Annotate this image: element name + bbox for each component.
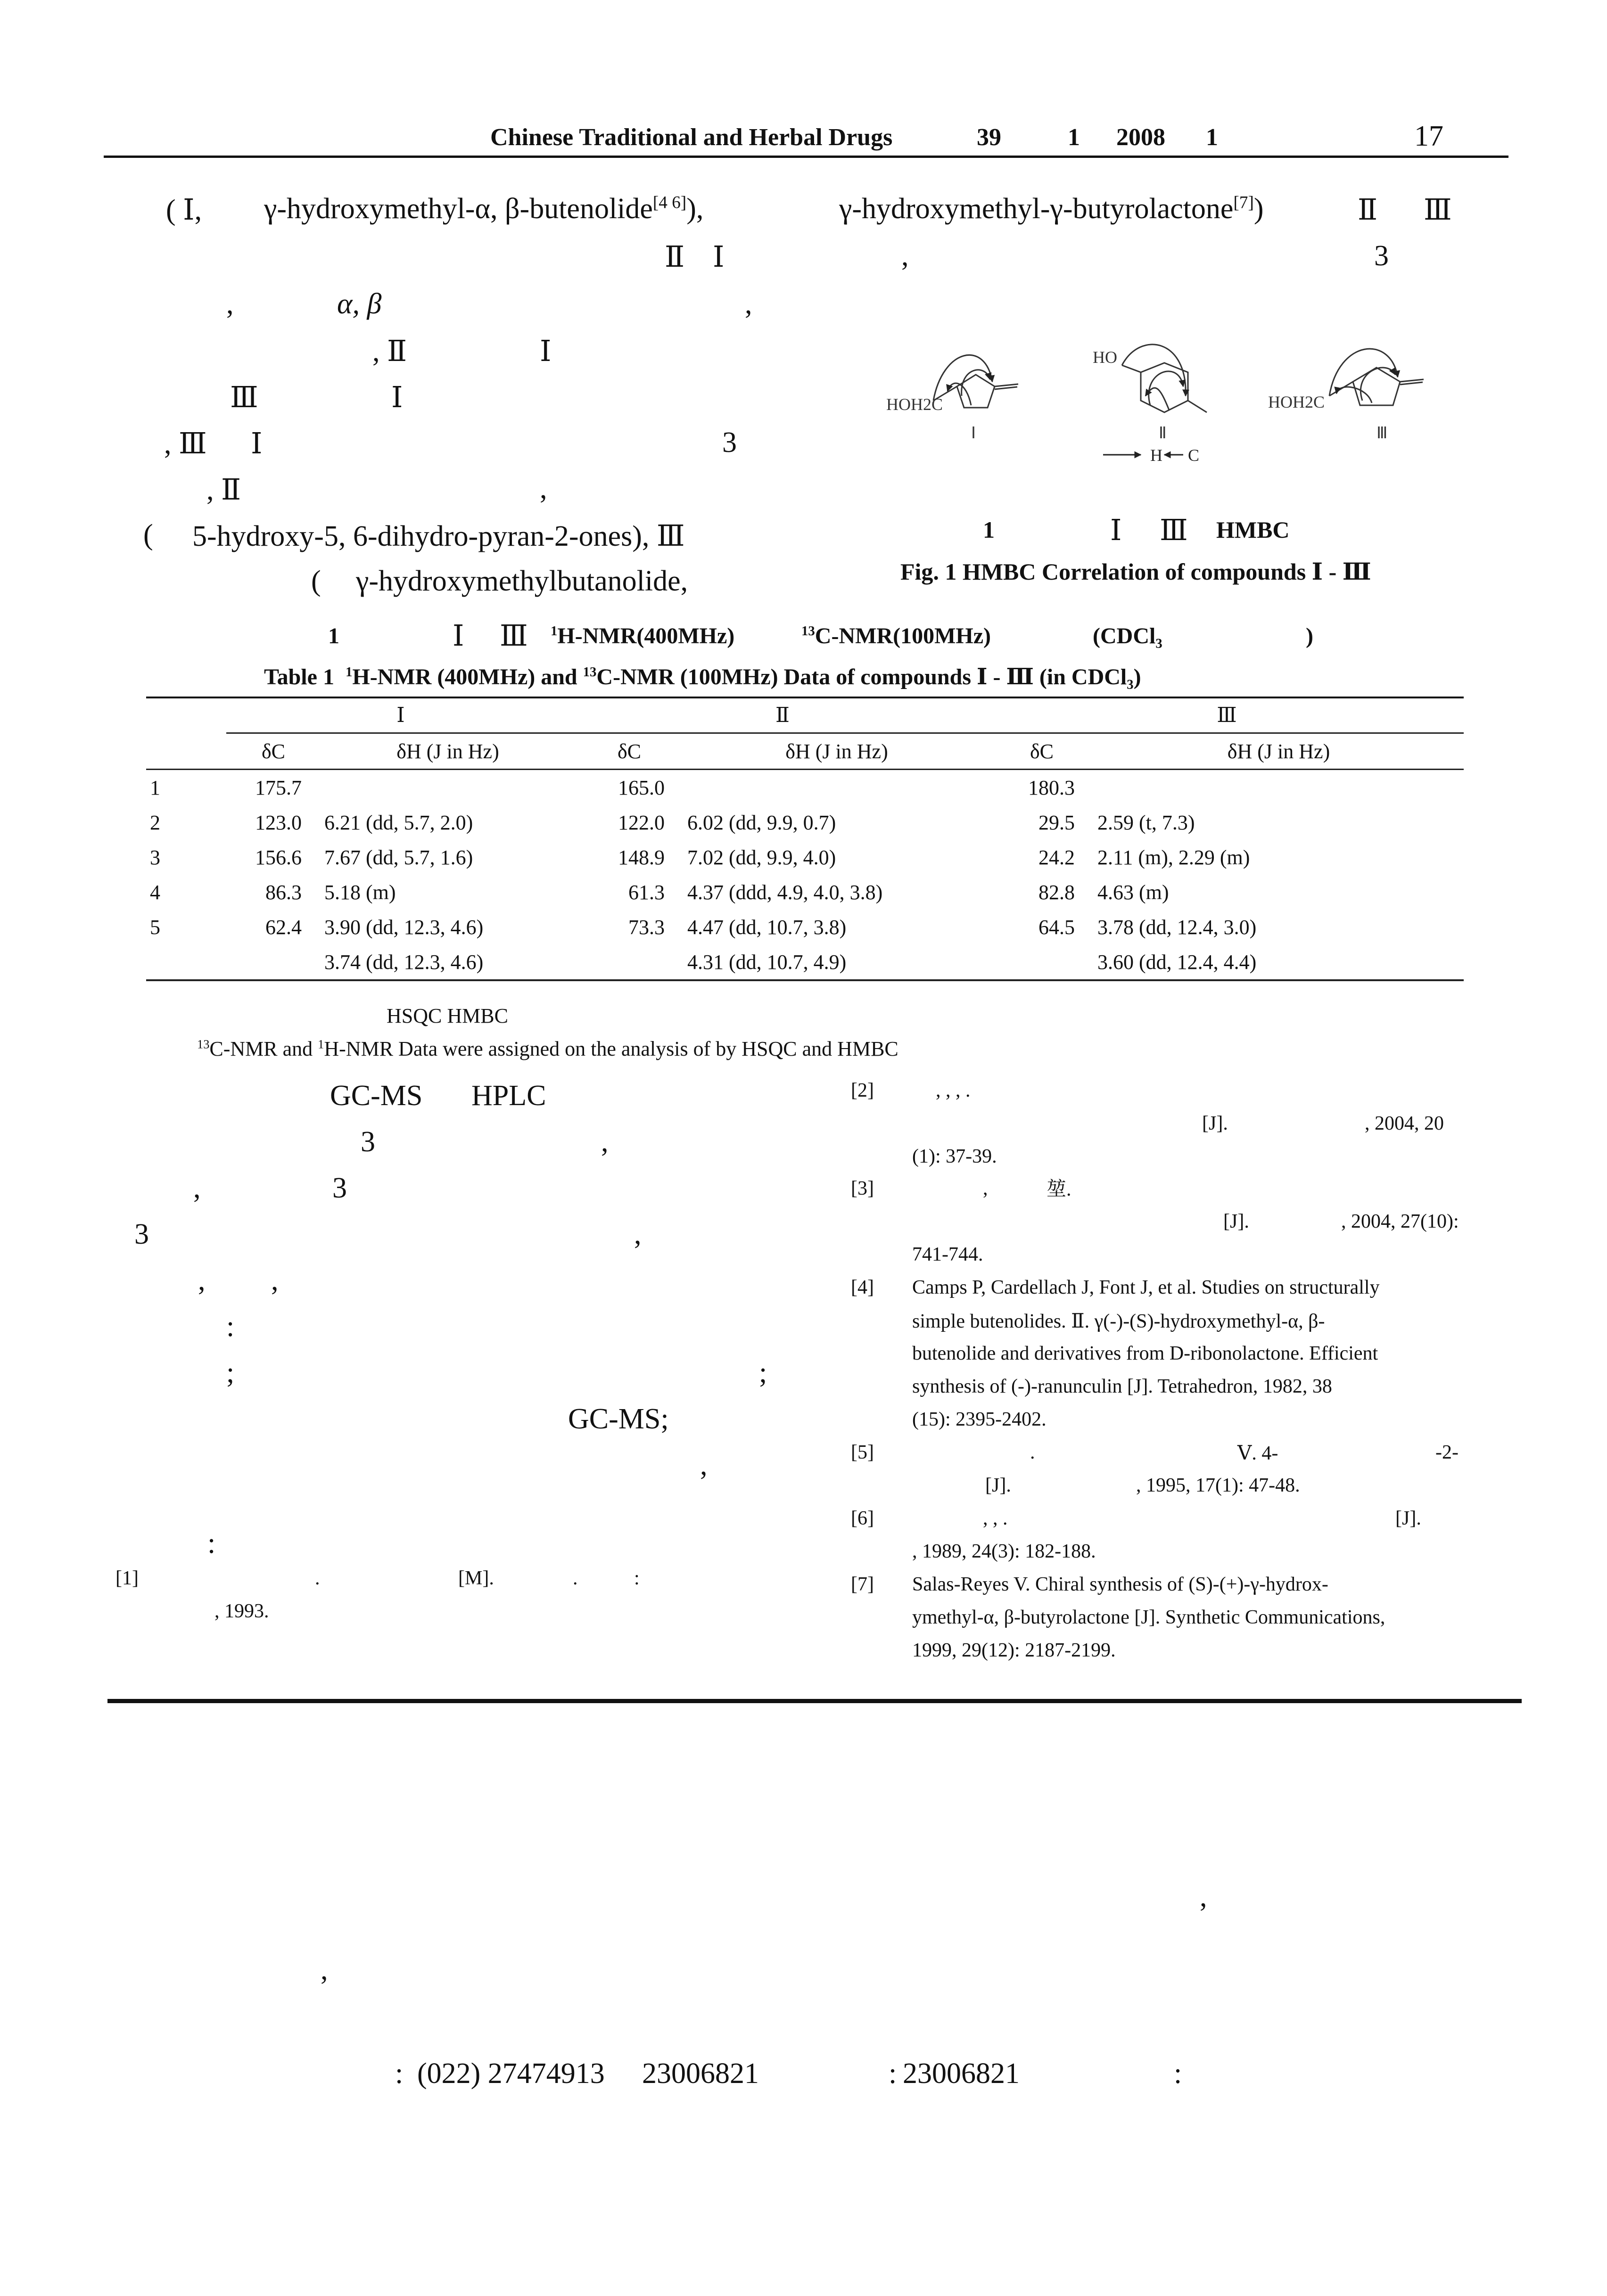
text-fragment: Ⅲ — [1424, 194, 1452, 226]
text-fragment: [J]. — [1223, 1211, 1249, 1232]
structure-compound-1 — [933, 355, 1018, 408]
hmbc-figure — [877, 330, 1490, 485]
cell-dh: 4.63 (m) — [1097, 880, 1169, 904]
fax-label: : — [889, 2058, 897, 2090]
issue: 1 — [1068, 124, 1080, 151]
text-fragment: , — [540, 473, 547, 505]
cell-dc: 24.2 — [1038, 845, 1075, 869]
cell-dh: 4.47 (dd, 10.7, 3.8) — [687, 915, 847, 939]
reference-number: [2] — [851, 1080, 874, 1101]
text-fragment: C-NMR (100MHz) Data of compounds Ⅰ - Ⅲ (in CDCl₃) — [596, 664, 1141, 689]
figure-caption-cn-num: 1 — [983, 517, 995, 543]
fax-number: 23006821 — [903, 2058, 1020, 2090]
cell-dh — [321, 770, 575, 805]
col-header-dc: δC — [261, 739, 286, 763]
text-fragment: Ⅰ — [713, 241, 725, 273]
cell-dc: 175.7 — [255, 776, 302, 799]
cell-dc: 165.0 — [618, 776, 665, 799]
reference-number: [6] — [851, 1508, 874, 1529]
phone-label: : — [395, 2058, 404, 2090]
text-fragment: , — [634, 1218, 642, 1250]
text-fragment: 3 — [1374, 240, 1389, 272]
cell-dc: 73.3 — [628, 915, 665, 939]
cell-dc: 82.8 — [1038, 880, 1075, 904]
cell-dc: 64.5 — [1038, 915, 1075, 939]
reference-number: [7] — [851, 1574, 874, 1595]
text-fragment: Ⅲ — [230, 382, 258, 414]
table-caption-cn-close: ) — [1306, 623, 1313, 648]
sup-13: 13 — [801, 623, 815, 639]
citation: [7] — [1233, 193, 1254, 213]
text-fragment: , 2004, 20 — [1365, 1113, 1444, 1134]
cell-dc — [990, 944, 1094, 980]
sup-1: 1 — [318, 1037, 324, 1051]
cell-dc: 86.3 — [265, 880, 302, 904]
table-caption-cn-iii: Ⅲ — [500, 620, 528, 652]
table-note-en — [197, 1037, 898, 1061]
text-fragment: ), — [686, 193, 704, 225]
text-fragment: , — [983, 1178, 988, 1199]
footer-rule — [107, 1699, 1522, 1703]
col-header-dh: δH (J in Hz) — [396, 739, 499, 763]
cell-position: 5 — [150, 915, 160, 939]
table-row — [146, 910, 1464, 944]
text-fragment: , — [193, 1172, 201, 1204]
text-fragment: ) — [1253, 193, 1264, 225]
cell-dh: 3.74 (dd, 12.3, 4.6) — [324, 950, 484, 974]
text-fragment: (1): 37-39. — [912, 1146, 997, 1167]
figure-caption-cn-i: Ⅰ — [1110, 515, 1122, 547]
text-fragment: , Ⅲ — [164, 428, 207, 460]
cell-dh: 6.21 (dd, 5.7, 2.0) — [324, 811, 473, 834]
text-fragment: , 2004, 27(10): — [1341, 1211, 1459, 1232]
text-fragment: [J]. — [1202, 1113, 1228, 1134]
group-header-1: Ⅰ — [226, 697, 575, 733]
text-fragment: Ⅰ — [251, 428, 263, 460]
cell-dh: 6.02 (dd, 9.9, 0.7) — [687, 811, 836, 834]
cell-dh: 2.11 (m), 2.29 (m) — [1097, 845, 1250, 869]
text-fragment: : — [207, 1527, 216, 1559]
table-caption-en — [264, 664, 1141, 690]
text-fragment: γ-hydroxymethylbutanolide, — [356, 565, 688, 597]
table-group-header — [146, 697, 1464, 733]
text-fragment: Ⅰ — [391, 382, 403, 414]
text-fragment: -2- — [1435, 1442, 1459, 1463]
text-fragment: 堃. — [1047, 1179, 1071, 1200]
reference-number: [3] — [851, 1178, 874, 1199]
text-fragment: H-NMR(400MHz) — [557, 623, 735, 648]
compound-label: Ⅰ — [971, 425, 976, 442]
cell-dh: 7.02 (dd, 9.9, 4.0) — [687, 845, 836, 869]
text-fragment: 3 — [134, 1218, 149, 1250]
text-fragment: , — [601, 1126, 609, 1158]
figure-caption-cn-iii: Ⅲ — [1160, 515, 1188, 547]
compound-label: Ⅱ — [1159, 425, 1167, 442]
text-fragment: ; — [226, 1357, 235, 1389]
text-fragment: , 1989, 24(3): 182-188. — [912, 1541, 1096, 1562]
text-fragment: 741-744. — [912, 1244, 983, 1265]
group-label: HOH2C — [886, 395, 943, 414]
text-fragment: C-NMR and — [209, 1037, 313, 1060]
table-cell — [146, 733, 226, 770]
text-fragment: Salas-Reyes V. Chiral synthesis of (S)-(+)-γ-hydrox- — [912, 1574, 1328, 1595]
text-fragment: , — [901, 240, 909, 272]
legend-from: H — [1150, 446, 1162, 465]
cell-dh — [684, 770, 990, 805]
text-fragment: 1999, 29(12): 2187-2199. — [912, 1640, 1116, 1661]
sup-1: 1 — [345, 664, 353, 680]
cell-dc — [575, 944, 684, 980]
text-fragment: GC-MS — [330, 1080, 423, 1112]
cell-dh: 4.31 (dd, 10.7, 4.9) — [687, 950, 847, 974]
text-fragment: , — [271, 1264, 279, 1296]
text-fragment: ( Ⅰ, — [166, 194, 202, 226]
cell-dc: 180.3 — [1028, 776, 1075, 799]
text-fragment: : — [226, 1311, 235, 1343]
text-fragment — [839, 192, 1264, 226]
col-header-dc: δC — [1030, 739, 1054, 763]
table-caption-cn-i: Ⅰ — [453, 620, 464, 652]
cell-dc — [226, 944, 321, 980]
group-label: HO — [1093, 348, 1117, 367]
page-number: 17 — [1414, 120, 1443, 152]
text-fragment: γ-hydroxymethyl-α, β-butenolide — [264, 193, 653, 225]
cell-position — [146, 944, 226, 980]
cell-position: 1 — [150, 776, 160, 799]
text-fragment: , , , . — [936, 1080, 971, 1101]
sup-13: 13 — [197, 1037, 210, 1051]
text-fragment: γ-hydroxymethyl-γ-butyrolactone — [839, 193, 1234, 225]
text-fragment: Table 1 — [264, 664, 334, 689]
sup-1: 1 — [551, 623, 558, 639]
table-row — [146, 875, 1464, 910]
text-fragment: (15): 2395-2402. — [912, 1409, 1047, 1430]
cell-dc: 29.5 — [1038, 811, 1075, 834]
text-fragment: . — [315, 1567, 320, 1589]
reference-number: [4] — [851, 1277, 874, 1298]
legend-to: C — [1188, 446, 1200, 465]
text-fragment: ; — [759, 1357, 767, 1389]
cell-dh: 3.60 (dd, 12.4, 4.4) — [1097, 950, 1257, 974]
phone-number: (022) 27474913 — [417, 2058, 605, 2090]
text-fragment: Camps P, Cardellach J, Font J, et al. Studies on structurally — [912, 1277, 1380, 1298]
text-fragment: , — [321, 1954, 328, 1986]
text-fragment: H-NMR Data were assigned on the analysis of by HSQC and HMBC — [324, 1037, 898, 1060]
text-fragment: . — [1030, 1442, 1035, 1463]
cell-dc: 156.6 — [255, 845, 302, 869]
text-fragment: C-NMR(100MHz) — [815, 623, 991, 648]
text-fragment: , — [226, 288, 234, 320]
text-fragment: , , . — [983, 1508, 1008, 1529]
cell-dh: 4.37 (ddd, 4.9, 4.0, 3.8) — [687, 880, 883, 904]
text-fragment: : — [634, 1567, 640, 1589]
text-fragment: 3 — [722, 426, 737, 459]
cell-dh: 7.67 (dd, 5.7, 1.6) — [324, 845, 473, 869]
table-caption-cn-h — [551, 623, 734, 649]
text-fragment: simple butenolides. Ⅱ. γ(-)-(S)-hydroxymethyl-α, β- — [912, 1311, 1325, 1332]
nmr-table — [146, 697, 1464, 981]
cell-position: 3 — [150, 845, 160, 869]
text-fragment: ( — [143, 519, 153, 551]
phone-number-2: 23006821 — [642, 2058, 759, 2090]
text-fragment: , 1995, 17(1): 47-48. — [1136, 1475, 1300, 1496]
text-fragment: , — [745, 288, 752, 320]
text-fragment: , Ⅱ — [372, 336, 407, 368]
text-fragment: HPLC — [471, 1080, 546, 1112]
citation: [4 6] — [652, 193, 687, 213]
text-fragment: α, β — [337, 288, 382, 320]
table-row — [146, 805, 1464, 840]
text-fragment: [M]. — [458, 1567, 494, 1589]
text-fragment: 5-hydroxy-5, 6-dihydro-pyran-2-ones), Ⅲ — [192, 520, 685, 552]
cell-dc: 122.0 — [618, 811, 665, 834]
cell-dc: 123.0 — [255, 811, 302, 834]
cell-dc: 148.9 — [618, 845, 665, 869]
text-fragment: butenolide and derivatives from D-ribonolactone. Efficient — [912, 1343, 1378, 1364]
reference-number: [5] — [851, 1442, 874, 1463]
text-fragment: Ⅰ — [540, 336, 552, 368]
cell-dh: 3.90 (dd, 12.3, 4.6) — [324, 915, 484, 939]
text-fragment: . — [573, 1567, 578, 1589]
table-row — [146, 770, 1464, 805]
compound-label: Ⅲ — [1376, 425, 1388, 442]
cell-position: 4 — [150, 880, 160, 904]
text-fragment: ( — [311, 565, 321, 597]
text-fragment: , 1993. — [214, 1600, 269, 1622]
text-fragment: [J]. — [985, 1475, 1011, 1496]
table-row — [146, 840, 1464, 875]
year: 2008 — [1116, 124, 1165, 151]
col-header-dh: δH (J in Hz) — [1227, 739, 1330, 763]
text-fragment: H-NMR (400MHz) and — [352, 664, 577, 689]
figure-caption-en: Fig. 1 HMBC Correlation of compounds Ⅰ - Ⅲ — [900, 558, 1371, 585]
text-fragment: , — [700, 1449, 708, 1481]
cell-dh: 3.78 (dd, 12.4, 3.0) — [1097, 915, 1257, 939]
table-caption-cn-num: 1 — [328, 623, 339, 648]
text-fragment: Ⅱ — [665, 241, 685, 273]
text-fragment: [J]. — [1395, 1508, 1421, 1529]
table-cell — [146, 697, 226, 733]
table-column-header — [146, 733, 1464, 770]
cell-dh: 5.18 (m) — [324, 880, 396, 904]
text-fragment: , Ⅱ — [206, 474, 241, 506]
col-header-dh: δH (J in Hz) — [785, 739, 888, 763]
email-label: : — [1174, 2058, 1182, 2090]
cell-dh: 2.59 (t, 7.3) — [1097, 811, 1195, 834]
text-fragment: 3 — [361, 1126, 375, 1158]
cell-position: 2 — [150, 811, 160, 834]
text-fragment — [264, 192, 703, 226]
sup-13: 13 — [583, 664, 597, 680]
group-header-3: Ⅲ — [990, 697, 1464, 733]
volume: 39 — [977, 124, 1001, 151]
figure-caption-cn-hmbc: HMBC — [1216, 517, 1290, 543]
journal-title: Chinese Traditional and Herbal Drugs — [490, 124, 893, 151]
structure-compound-2 — [1122, 344, 1207, 412]
month: 1 — [1206, 124, 1218, 151]
text-fragment: , — [1200, 1881, 1207, 1913]
cell-dc: 62.4 — [265, 915, 302, 939]
group-label: HOH2C — [1268, 393, 1325, 411]
cell-dc: 61.3 — [628, 880, 665, 904]
cell-dh — [1094, 770, 1464, 805]
table-row — [146, 944, 1464, 980]
table-caption-cn-c — [801, 623, 991, 649]
table-note-cn: HSQC HMBC — [387, 1004, 508, 1027]
reference-number: [1] — [115, 1567, 139, 1589]
text-fragment: synthesis of (-)-ranunculin [J]. Tetrahedron, 1982, 38 — [912, 1376, 1332, 1397]
header-rule — [104, 156, 1508, 158]
text-fragment: 3 — [332, 1172, 347, 1204]
table-caption-cn-solvent: (CDCl₃ — [1093, 623, 1162, 648]
text-fragment: Ⅴ. 4- — [1237, 1443, 1278, 1464]
text-fragment: GC-MS; — [568, 1403, 669, 1435]
text-fragment: , — [198, 1264, 206, 1296]
text-fragment: Ⅱ — [1358, 194, 1378, 226]
group-header-2: Ⅱ — [575, 697, 990, 733]
structure-compound-3 — [1329, 349, 1424, 405]
text-fragment: ymethyl-α, β-butyrolactone [J]. Synthetic Communications, — [912, 1607, 1385, 1628]
col-header-dc: δC — [617, 739, 642, 763]
